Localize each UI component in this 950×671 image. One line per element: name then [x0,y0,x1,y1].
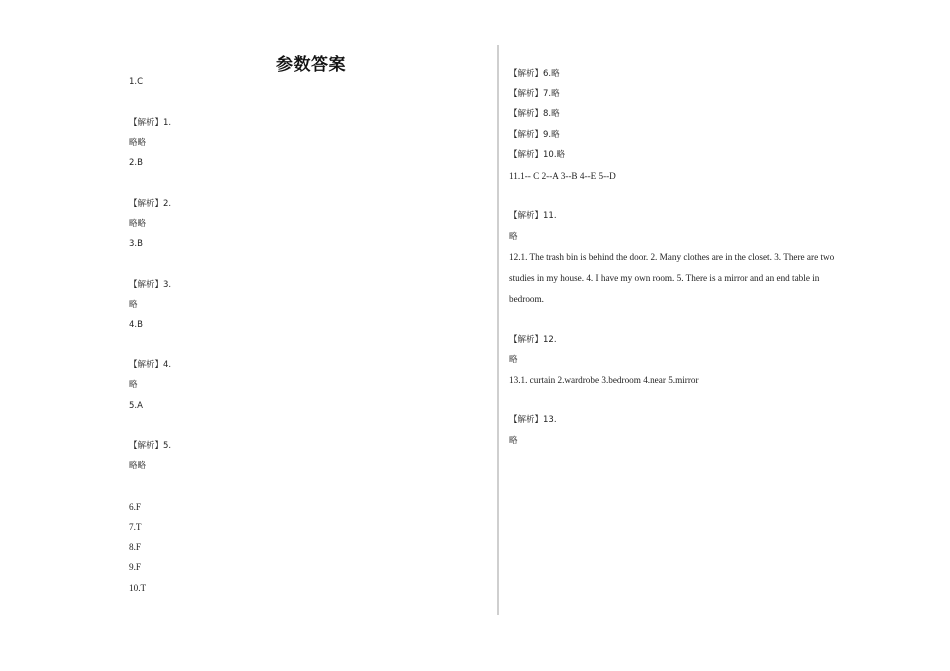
answer-line: 1.C [129,77,144,87]
answer-line: 4.B [129,320,143,330]
answer-line: 【解析】2. [129,199,172,209]
answer-line: 【解析】13. [509,415,557,425]
answer-line: 7.T [129,522,142,532]
answer-line: 略 [509,436,518,446]
answer-line: 12.1. The trash bin is behind the door. 2. Many clothes are in the closet. 3. There are two [509,252,835,262]
answer-line: 【解析】1. [129,118,172,128]
answer-line: 【解析】11. [509,211,557,221]
column-divider [497,45,499,615]
answer-line: 略略 [129,219,147,229]
answer-line: 略略 [129,138,147,148]
answer-line: 13.1. curtain 2.wardrobe 3.bedroom 4.near 5.mirror [509,375,699,385]
answer-line: 6.F [129,502,142,512]
answer-line: 【解析】5. [129,441,172,451]
answer-line: 【解析】3. [129,280,172,290]
answer-line: 略 [129,380,138,390]
page-title: 参数答案 [276,55,346,75]
answer-line: 【解析】10.略 [509,150,566,160]
answer-line: 11.1-- C 2--A 3--B 4--E 5--D [509,171,616,181]
answer-line: 【解析】4. [129,360,172,370]
answer-line: studies in my house. 4. I have my own room. 5. There is a mirror and an end table in [509,273,820,283]
answer-line: 【解析】6.略 [509,69,560,79]
answer-line: 略 [129,300,138,310]
answer-line: 略略 [129,461,147,471]
answer-line: 【解析】8.略 [509,109,560,119]
answer-line: 略 [509,355,518,365]
answer-line: 【解析】12. [509,335,557,345]
answer-line: 【解析】7.略 [509,89,560,99]
answer-line: 5.A [129,401,143,411]
answer-line: 2.B [129,158,143,168]
answer-line: 3.B [129,239,143,249]
answer-line: bedroom. [509,294,544,304]
answer-line: 9.F [129,562,142,572]
answer-line: 【解析】9.略 [509,130,560,140]
answer-line: 略 [509,232,518,242]
answer-line: 10.T [129,583,147,593]
answer-line: 8.F [129,542,142,552]
